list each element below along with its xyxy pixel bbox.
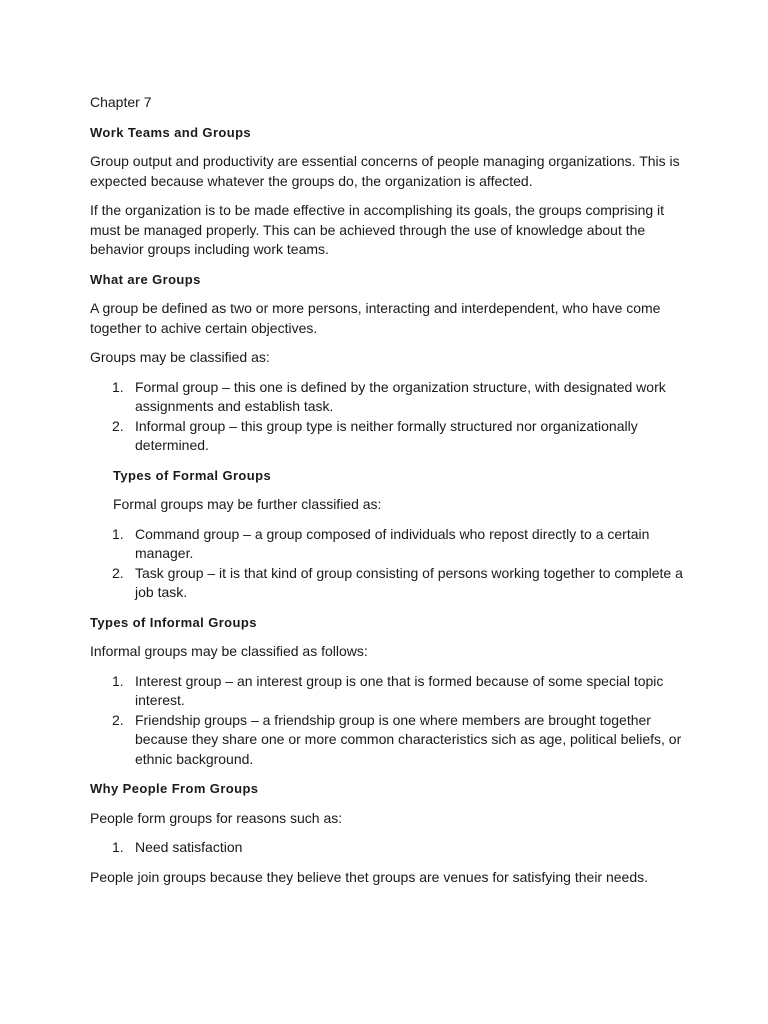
intro-paragraph-2: If the organization is to be made effective in accomplishing its goals, the groups comprising it must be managed properly. This can be achieved through the use of knowledge about the behavior groups including work teams. — [90, 202, 665, 257]
section-heading-why-groups: Why People From Groups — [90, 781, 259, 796]
list-number: 1. — [112, 839, 124, 855]
why-groups-list — [90, 838, 690, 858]
formal-groups-intro: Formal groups may be further classified as: — [113, 496, 382, 512]
list-number: 1. — [112, 672, 124, 689]
section-heading-formal-groups: Types of Formal Groups — [113, 467, 272, 483]
informal-groups-list — [90, 672, 690, 770]
why-groups-intro: People form groups for reasons such as: — [90, 809, 343, 826]
section-heading-informal-groups: Types of Informal Groups — [90, 614, 257, 630]
formal-groups-subsection — [90, 466, 690, 515]
chapter-label: Chapter 7 — [90, 94, 152, 110]
list-item — [90, 525, 690, 564]
list-item — [90, 417, 690, 456]
informal-groups-intro: Informal groups may be classified as follows: — [90, 643, 368, 659]
list-text: Informal group – this group type is neither formally structured nor organizationally determined. — [135, 417, 638, 453]
section-heading-what-are-groups: What are Groups — [90, 271, 201, 287]
list-text: Friendship groups – a friendship group is one where members are brought together because they share one or more common characteristics sich as age, political beliefs, or ethnic background. — [135, 711, 682, 767]
group-definition: A group be defined as two or more persons, interacting and interdependent, who have come together to achive certain objectives. — [90, 300, 661, 336]
list-text: Need satisfaction — [135, 839, 243, 855]
list-text: Command group – a group composed of individuals who repost directly to a certain manager. — [135, 525, 650, 561]
list-item — [90, 564, 690, 603]
list-number: 1. — [112, 525, 124, 542]
groups-classification-list — [90, 378, 690, 456]
intro-paragraph-1: Group output and productivity are essential concerns of people managing organizations. This is expected because whatever the groups do, the organization is affected. — [90, 153, 680, 189]
list-item — [90, 378, 690, 417]
list-number: 2. — [112, 711, 124, 728]
document-page — [90, 93, 690, 897]
list-number: 2. — [112, 417, 124, 434]
list-item — [90, 838, 690, 858]
list-text: Formal group – this one is defined by the organization structure, with designated work assignments and establish task. — [135, 378, 666, 414]
list-text: Interest group – an interest group is one that is formed because of some special topic interest. — [135, 672, 664, 708]
document-title: Work Teams and Groups — [90, 124, 252, 140]
formal-groups-list — [90, 525, 690, 603]
list-number: 1. — [112, 378, 124, 395]
list-number: 2. — [112, 564, 124, 581]
list-item — [90, 672, 690, 711]
list-item — [90, 711, 690, 770]
list-text: Task group – it is that kind of group consisting of persons working together to complete a job task. — [135, 564, 683, 600]
why-groups-closing: People join groups because they believe thet groups are venues for satisfying their needs. — [90, 868, 649, 885]
groups-classified-intro: Groups may be classified as: — [90, 349, 270, 365]
